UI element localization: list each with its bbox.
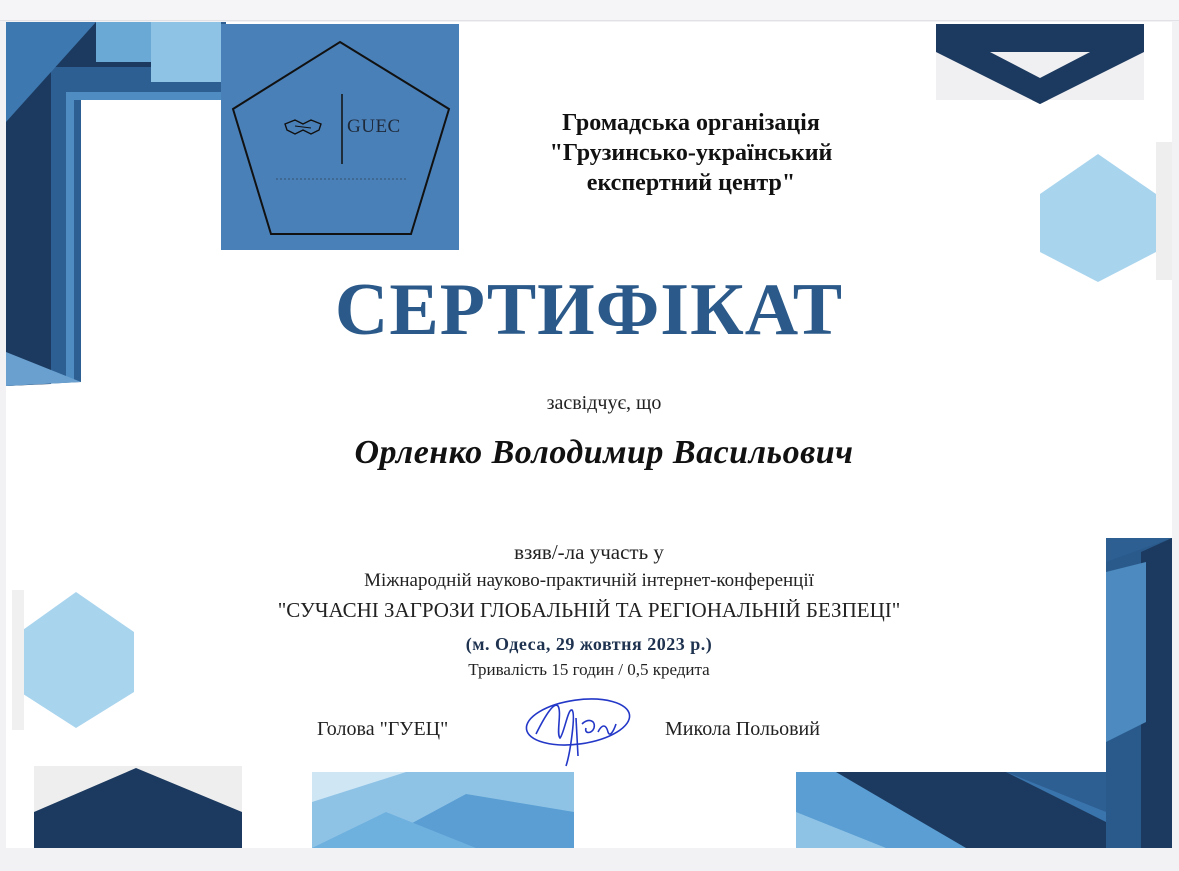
- event-type: Міжнародній науково-практичній інтернет-конференції: [364, 570, 814, 591]
- handshake-icon: [285, 120, 321, 134]
- certificate: [6, 22, 1172, 848]
- organization-name: [446, 108, 936, 198]
- participation-text: взяв/-ла участь у: [514, 540, 664, 564]
- org-logo: [221, 24, 459, 250]
- certificate-title: СЕРТИФІКАТ: [334, 269, 844, 351]
- logo-text: GUEC: [347, 116, 401, 137]
- handwritten-signature: [516, 694, 636, 774]
- recipient-name: Орленко Володимир Васильович: [354, 434, 854, 471]
- org-line-1: Громадська організація: [562, 110, 820, 136]
- signer-name: Микола Польовий: [665, 718, 820, 740]
- certifies-text: засвідчує, що: [546, 392, 662, 414]
- pentagon-emblem: [221, 24, 459, 250]
- org-line-3: експертний центр": [586, 170, 796, 196]
- event-place-date: (м. Одеса, 29 жовтня 2023 р.): [465, 634, 713, 654]
- event-title: "СУЧАСНІ ЗАГРОЗИ ГЛОБАЛЬНІЙ ТА РЕГІОНАЛЬНІЙ БЕЗПЕЦІ": [277, 598, 901, 622]
- top-bar: [0, 0, 1179, 21]
- event-duration: Тривалість 15 годин / 0,5 кредита: [468, 660, 710, 679]
- org-line-2: "Грузинсько-український: [549, 140, 833, 166]
- signer-title: Голова "ГУЕЦ": [317, 718, 449, 740]
